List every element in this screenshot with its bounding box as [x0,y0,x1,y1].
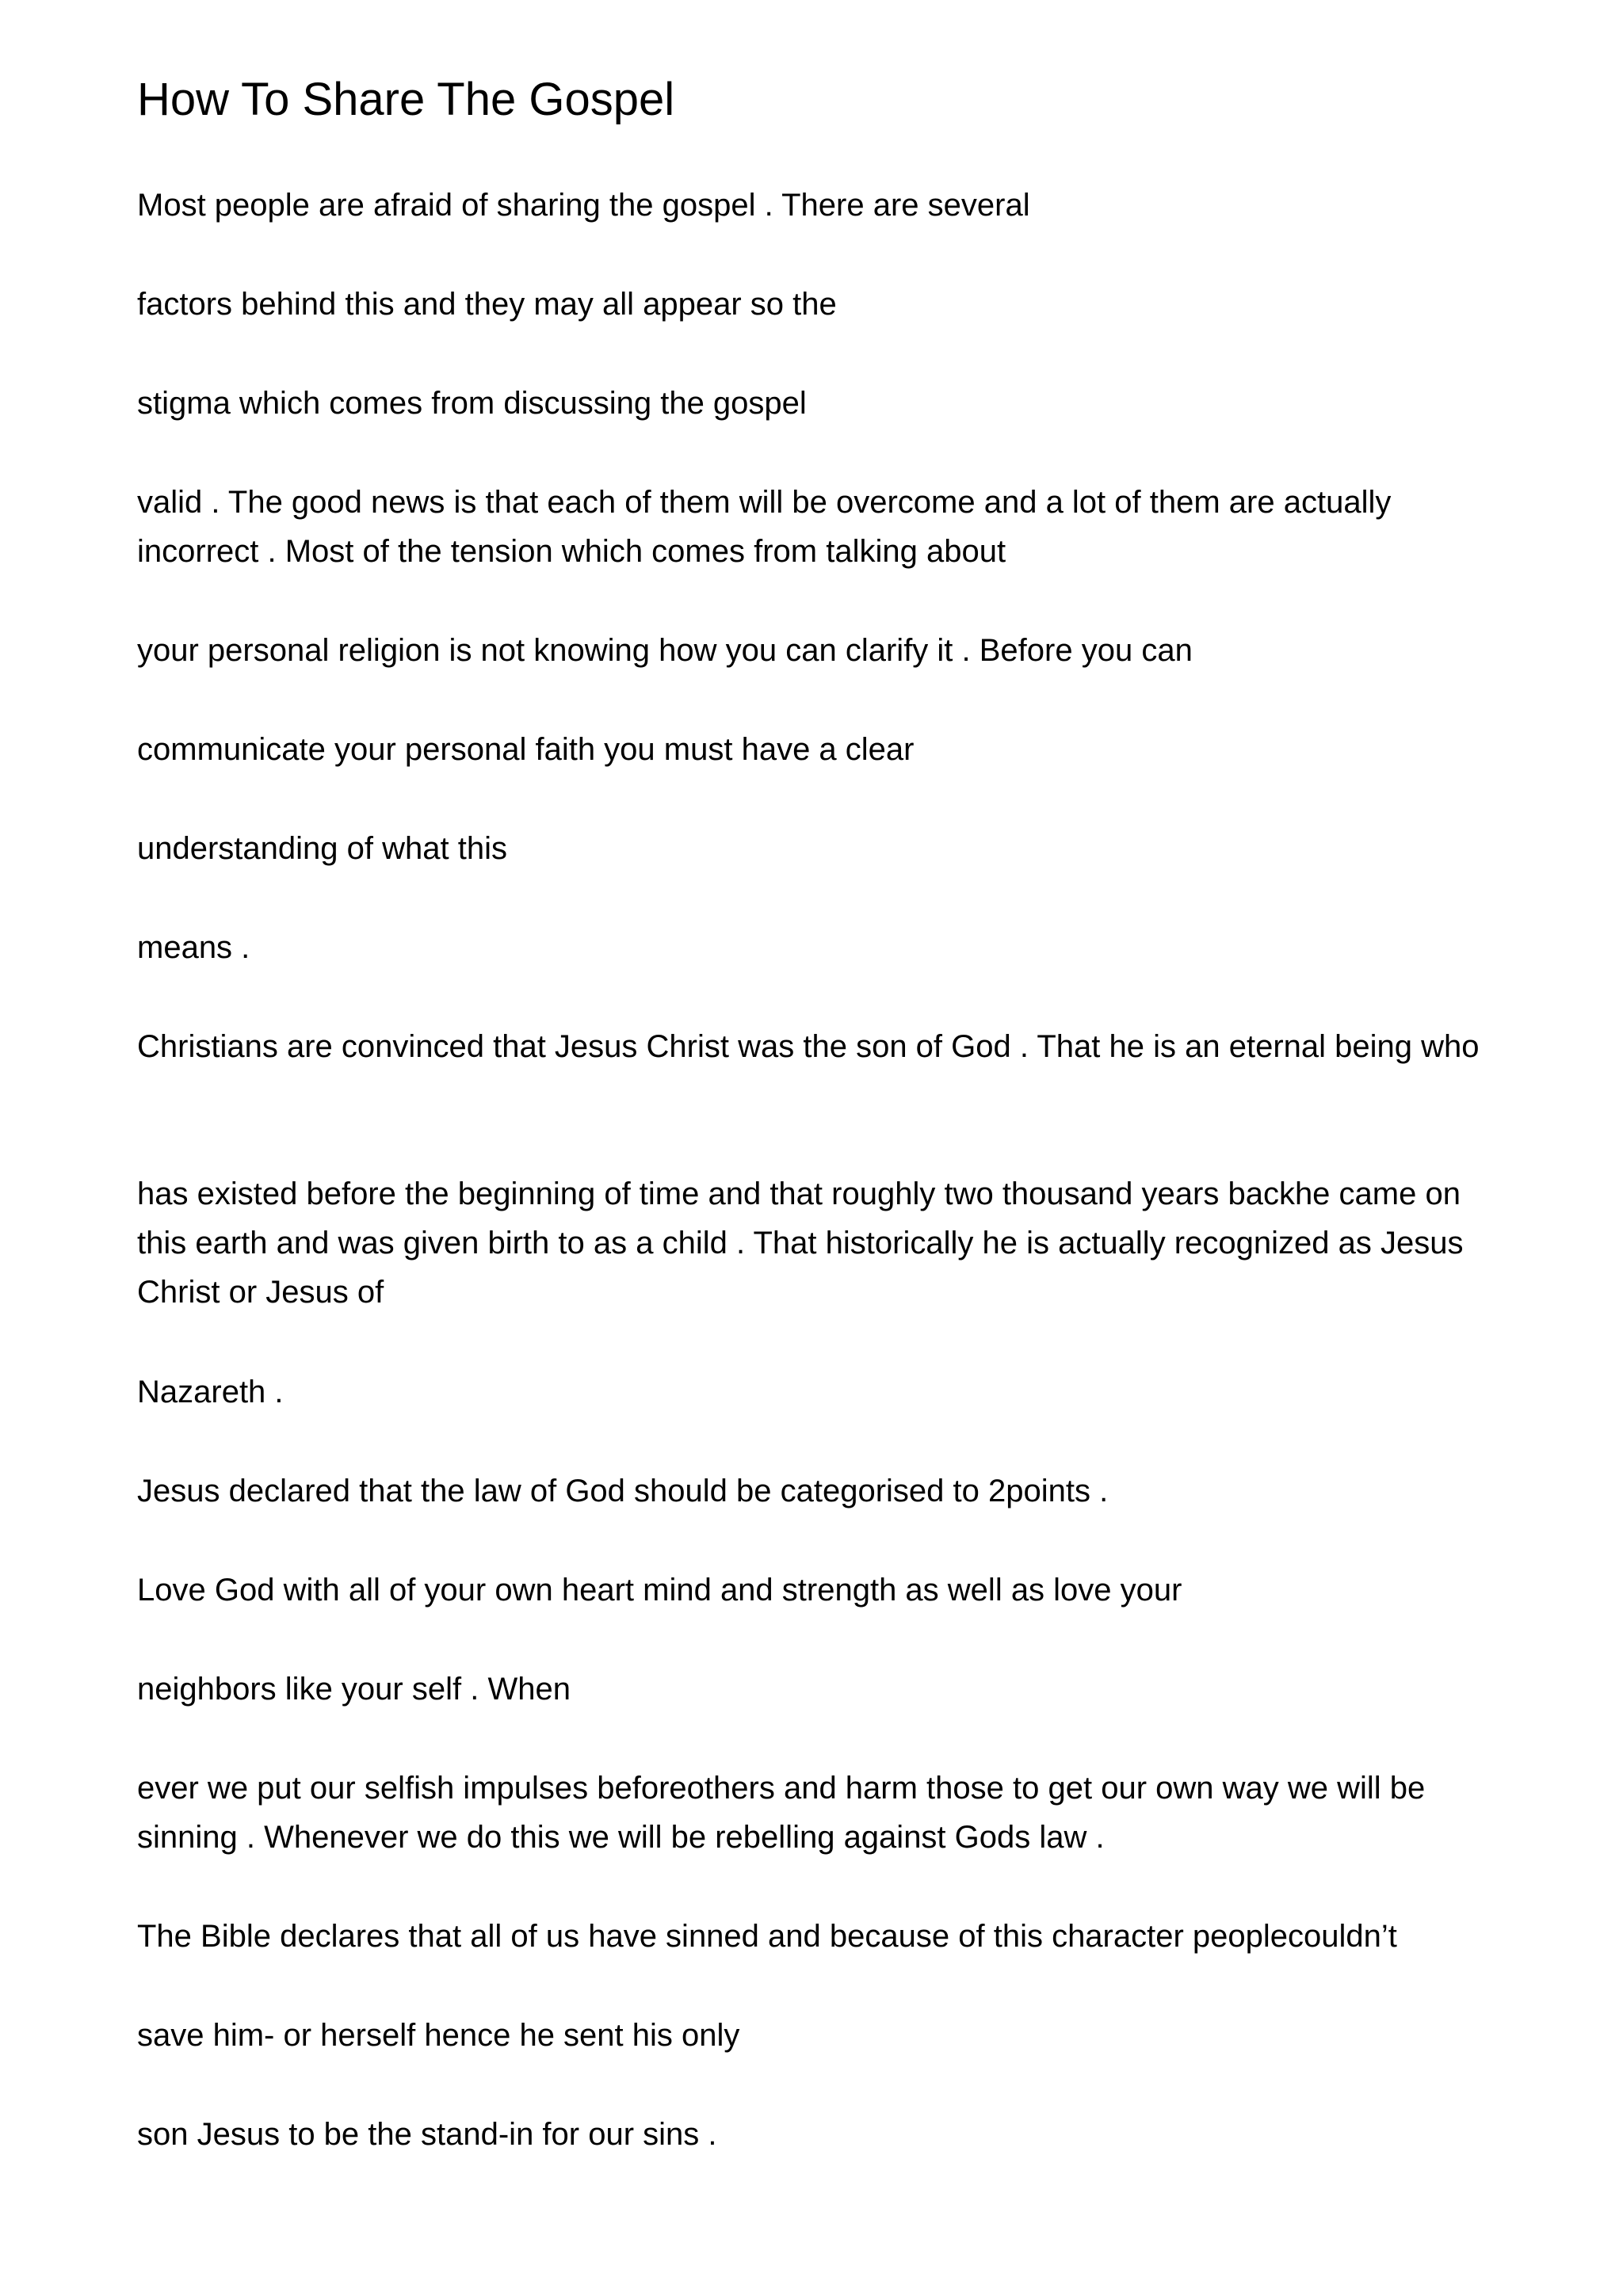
paragraph: Nazareth . [137,1375,284,1409]
paragraph: ever we put our selfish impulses beforeothers and harm those to get our own way we will be sinning . Whenever we do this we will be rebelling against Gods law . [137,1771,1426,1855]
paragraph: Christians are convinced that Jesus Christ was the son of God . That he is an eternal being who [137,1029,1480,1064]
paragraph: neighbors like your self . When [137,1672,571,1707]
paragraph: son Jesus to be the stand-in for our sins . [137,2117,717,2152]
paragraph: stigma which comes from discussing the gospel [137,386,807,421]
paragraph: factors behind this and they may all appear so the [137,287,837,322]
paragraph: valid . The good news is that each of them will be overcome and a lot of them are actually incorrect . Most of the tension which comes from talking about [137,485,1392,569]
paragraph: understanding of what this [137,831,507,866]
paragraph: The Bible declares that all of us have sinned and because of this character peoplecouldn’t [137,1919,1397,1954]
document-title: How To Share The Gospel [137,74,675,125]
paragraph: Jesus declared that the law of God should be categorised to 2points . [137,1474,1109,1508]
paragraph: save him- or herself hence he sent his only [137,2018,740,2053]
paragraph: communicate your personal faith you must have a clear [137,732,915,767]
paragraph: your personal religion is not knowing how you can clarify it . Before you can [137,633,1193,668]
paragraph: Most people are afraid of sharing the gospel . There are several [137,188,1030,223]
paragraph: has existed before the beginning of time and that roughly two thousand years backhe came on this earth and was given birth to as a child . That historically he is actually recognized as Jesus Christ or Jesus of [137,1177,1464,1310]
paragraph: means . [137,930,250,965]
paragraph: Love God with all of your own heart mind and strength as well as love your [137,1573,1182,1608]
